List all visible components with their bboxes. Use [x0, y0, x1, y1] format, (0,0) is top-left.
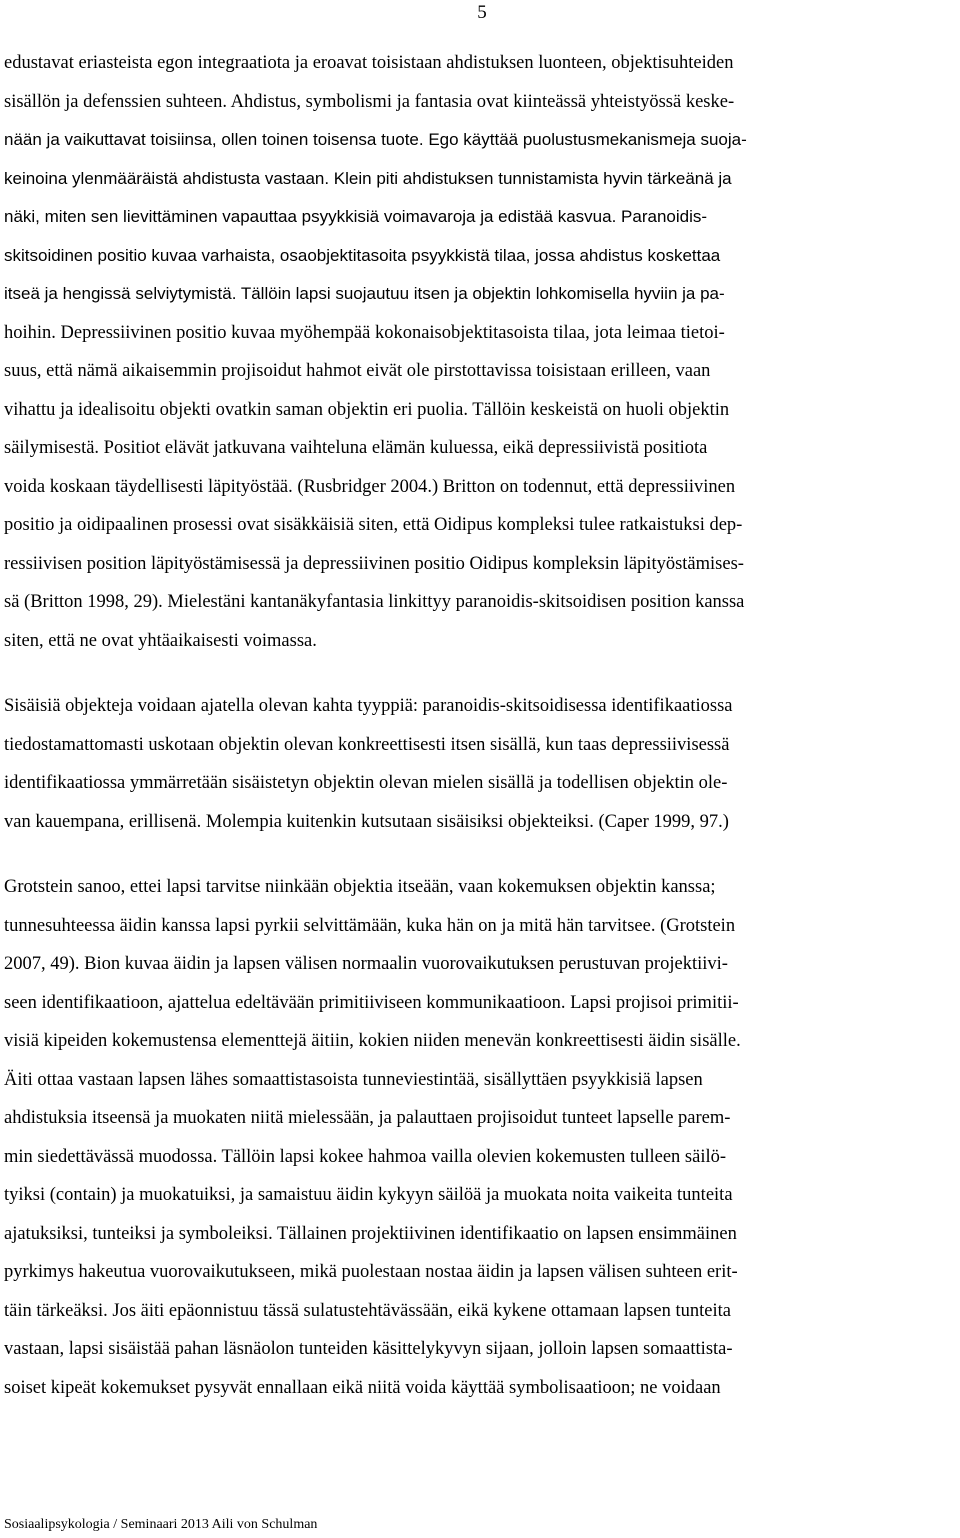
text-line: täin tärkeäksi. Jos äiti epäonnistuu tässä sulatustehtävässään, eikä kykene ottamaan lapsen tunteita: [4, 1300, 731, 1321]
body-text: [4, 44, 956, 1407]
text-line: suus, että nämä aikaisemmin projisoidut hahmot eivät ole pirstottavissa toisistaan erilleen, vaan: [4, 361, 711, 381]
text-line: Sisäisiä objekteja voidaan ajatella olevan kahta tyyppiä: paranoidis-skitsoidisessa identifikaatiossa: [4, 696, 733, 716]
text-line: positio ja oidipaalinen prosessi ovat sisäkkäisiä siten, että Oidipus kompleksi tulee ratkaistuksi dep-: [4, 515, 743, 535]
text-line: tunnesuhteessa äidin kanssa lapsi pyrkii selvittämään, kuka hän on ja mitä hän tarvitsee. (Grotstein: [4, 915, 736, 936]
text-line: 2007, 49). Bion kuvaa äidin ja lapsen välisen normaalin vuorovaikutuksen perustuvan projektiivi-: [4, 954, 728, 974]
paragraph-internal-objects: [4, 687, 956, 841]
text-line: visiä kipeiden kokemustensa elementtejä äitiin, kokien niiden menevän konkreettisesti äidin sisälle.: [4, 1031, 741, 1051]
text-line: hoihin. Depressiivinen positio kuvaa myöhempää kokonaisobjektitasoista tilaa, jota leimaa tietoi-: [4, 322, 725, 343]
text-line: Äiti ottaa vastaan lapsen lähes somaattistasoista tunneviestintää, sisällyttäen psyykkisiä lapsen: [4, 1069, 703, 1090]
page-number: 5: [477, 2, 487, 23]
text-line: tyiksi (contain) ja muokatuiksi, ja samaistuu äidin kykyyn säilöä ja muokata noita vaikeita tunteita: [4, 1185, 733, 1205]
text-line: van kauempana, erillisenä. Molempia kuitenkin kutsutaan sisäisiksi objekteiksi. (Caper 1999, 97.): [4, 811, 729, 832]
text-line: siten, että ne ovat yhtäaikaisesti voimassa.: [4, 630, 317, 651]
text-line: ahdistuksia itseensä ja muokaten niitä mielessään, ja palauttaen projisoidut tunteet lapselle parem-: [4, 1108, 731, 1128]
text-line: pyrkimys hakeutua vuorovaikutukseen, mikä puolestaan nostaa äidin ja lapsen välisen suhteen erit-: [4, 1262, 738, 1282]
text-line: voida koskaan täydellisesti läpityöstää. (Rusbridger 2004.) Britton on todennut, että depressiivinen: [4, 476, 736, 497]
text-line: keinoina ylenmääräistä ahdistusta vastaan. Klein piti ahdistuksen tunnistamista hyvin tärkeänä ja: [4, 168, 732, 188]
text-line: edustavat eriasteista egon integraatiota ja eroavat toisistaan ahdistuksen luonteen, objektisuhteiden: [4, 53, 734, 73]
text-line: min siedettävässä muodossa. Tällöin lapsi kokee hahmoa vailla olevien kokemusten tulleen säilö-: [4, 1146, 727, 1167]
text-line: itseä ja hengissä selviytymistä. Tällöin lapsi suojautuu itsen ja objektin lohkomisella hyviin ja pa-: [4, 284, 725, 303]
page-footer: Sosiaalipsykologia / Seminaari 2013 Aili von Schulman: [4, 1517, 318, 1532]
paragraph-gap: [4, 660, 956, 687]
text-line: sisällön ja defenssien suhteen. Ahdistus, symbolismi ja fantasia ovat kiinteässä yhteistyössä keske-: [4, 91, 735, 112]
text-line: tiedostamattomasti uskotaan objektin olevan konkreettisesti itsen sisällä, kun taas depressiivisessä: [4, 734, 730, 755]
text-line: näki, miten sen lievittäminen vapauttaa psyykkisiä voimavaroja ja edistää kasvua. Paranoidis-: [4, 207, 708, 226]
text-line: Grotstein sanoo, ettei lapsi tarvitse niinkään objektia itseään, vaan kokemuksen objektin kanssa;: [4, 877, 716, 897]
paragraph-projective-identification: [4, 868, 956, 1407]
text-line: identifikaatiossa ymmärretään sisäistetyn objektin olevan mielen sisällä ja todellisen objektin ole-: [4, 773, 728, 793]
text-line: ressiivisen position läpityöstämisessä ja depressiivinen positio Oidipus kompleksin läpityöstämises-: [4, 553, 744, 574]
paragraph-gap: [4, 841, 956, 868]
text-line: säilymisestä. Positiot elävät jatkuvana vaihteluna elämän kuluessa, eikä depressiivistä positiota: [4, 438, 708, 458]
text-line: soiset kipeät kokemukset pysyvät ennallaan eikä niitä voida käyttää symbolisaatioon; ne voidaan: [4, 1377, 721, 1398]
text-line: seen identifikaatioon, ajattelua edeltävään primitiiviseen kommunikaatioon. Lapsi projisoi primitii-: [4, 992, 739, 1013]
text-line: vihattu ja idealisoitu objekti ovatkin saman objektin eri puolia. Tällöin keskeistä on huoli objektin: [4, 399, 730, 420]
text-line: nään ja vaikuttavat toisiinsa, ollen toinen toisensa tuote. Ego käyttää puolustusmekanismeja suoja-: [4, 130, 747, 149]
text-line: vastaan, lapsi sisäistää pahan läsnäolon tunteiden käsittelykyvyn sijaan, jolloin lapsen somaattista-: [4, 1339, 733, 1359]
text-line: skitsoidinen positio kuvaa varhaista, osaobjektitasoita psyykkistä tilaa, jossa ahdistus koskettaa: [4, 245, 721, 265]
text-line: sä (Britton 1998, 29). Mielestäni kantanäkyfantasia linkittyy paranoidis-skitsoidisen position kanssa: [4, 592, 745, 612]
text-line: ajatuksiksi, tunteiksi ja symboleiksi. Tällainen projektiivinen identifikaatio on lapsen ensimmäinen: [4, 1223, 737, 1244]
paragraph-positions: [4, 44, 956, 660]
